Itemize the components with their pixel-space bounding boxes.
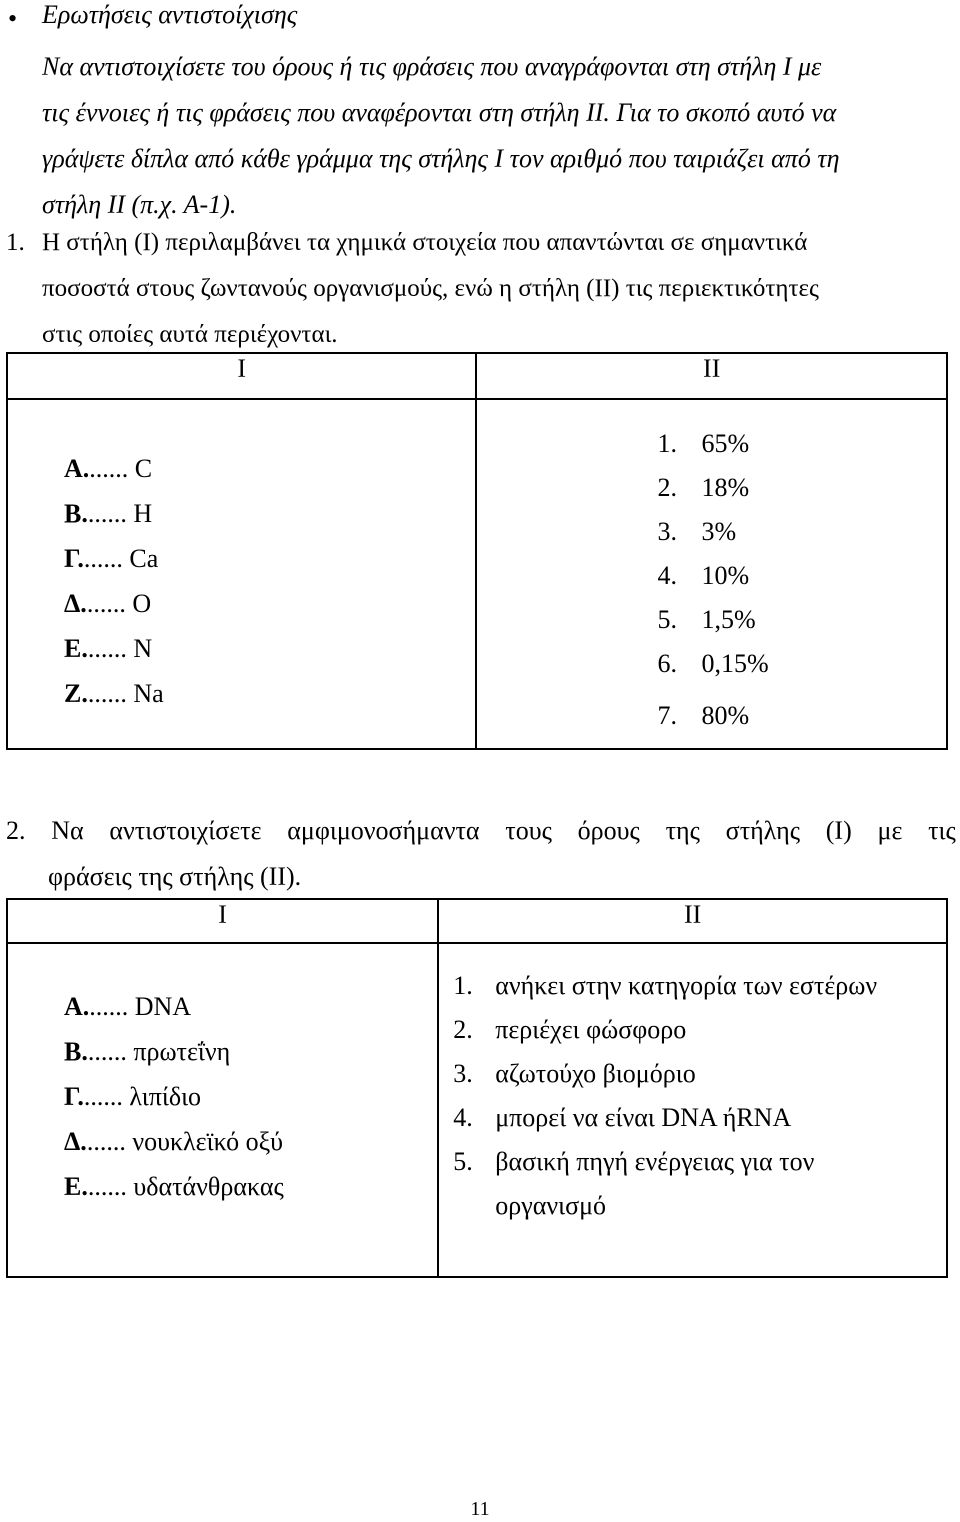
question-number: 1.	[6, 229, 25, 256]
column-header-i: Ι	[7, 353, 476, 399]
list-item: Α....... DNA	[64, 992, 192, 1021]
list-item: Ζ....... Na	[64, 679, 164, 708]
list-item: 3. αζωτούχο βιομόριο	[453, 1059, 696, 1088]
list-item: 1. 65%	[657, 429, 750, 458]
list-item: 4. 10%	[657, 561, 750, 590]
question-2	[6, 808, 956, 900]
list-item: 1. ανήκει στην κατηγορία των εστέρων	[453, 971, 878, 1000]
list-item: Β....... πρωτεΐνη	[64, 1037, 231, 1066]
list-item: 3. 3%	[657, 517, 737, 546]
list-item: Β....... H	[64, 499, 153, 528]
intro-line: τις έννοιες ή τις φράσεις που αναφέρονται στη στήλη ΙΙ. Για το σκοπό αυτό να	[42, 98, 837, 127]
list-item: 2. περιέχει φώσφορο	[453, 1015, 687, 1044]
column-ii-cell	[438, 943, 947, 1277]
column-header-ii: ΙΙ	[438, 899, 947, 943]
question-text: στις οποίες αυτά περιέχονται.	[42, 321, 338, 348]
list-item: Γ....... Ca	[64, 544, 159, 573]
list-item: οργανισμό	[495, 1191, 607, 1220]
matching-table-1	[6, 352, 948, 750]
list-item: 2. 18%	[657, 473, 750, 502]
list-item: 4. μπορεί να είναι DNA ήRNA	[453, 1103, 792, 1132]
column-header-i: Ι	[7, 899, 438, 943]
intro-paragraph	[42, 44, 954, 228]
question-text: ποσοστά στους ζωντανούς οργανισμούς, ενώ η στήλη (ΙΙ) τις περιεκτικότητες	[42, 275, 819, 302]
bullet-icon: •	[8, 4, 18, 33]
question-text: Η στήλη (Ι) περιλαμβάνει τα χημικά στοιχεία που απαντώνται σε σημαντικά	[42, 229, 808, 256]
column-ii-cell	[476, 399, 947, 749]
page-number: 11	[470, 1498, 490, 1520]
list-item: 6. 0,15%	[657, 649, 769, 678]
column-i-cell	[7, 399, 476, 749]
column-i-cell	[7, 943, 438, 1277]
list-item: Δ....... νουκλεϊκό οξύ	[64, 1127, 284, 1156]
question-1	[6, 220, 956, 358]
list-item: 7. 80%	[657, 701, 750, 730]
question-text: φράσεις της στήλης (ΙΙ).	[48, 862, 302, 891]
matching-table-2	[6, 898, 948, 1278]
list-item: Ε....... υδατάνθρακας	[64, 1172, 284, 1201]
section-heading: Ερωτήσεις αντιστοίχισης	[42, 0, 298, 29]
list-item: Ε....... N	[64, 634, 153, 663]
intro-line: στήλη ΙΙ (π.χ. Α-1).	[42, 190, 237, 219]
list-item: 5. 1,5%	[657, 605, 756, 634]
list-item: Γ....... λιπίδιο	[64, 1082, 202, 1111]
list-item: Δ....... O	[64, 589, 152, 618]
intro-line: γράψετε δίπλα από κάθε γράμμα της στήλης Ι τον αριθμό που ταιριάζει από τη	[42, 144, 840, 173]
question-text: 2. Να αντιστοιχίσετε αμφιμονοσήμαντα τους όρους της στήλης (Ι) με τις	[6, 816, 956, 845]
intro-line: Να αντιστοιχίσετε του όρους ή τις φράσεις που αναγράφονται στη στήλη Ι με	[42, 52, 822, 81]
list-item: Α....... C	[64, 454, 153, 483]
column-header-ii: ΙΙ	[476, 353, 947, 399]
list-item: 5. βασική πηγή ενέργειας για τον	[453, 1147, 815, 1176]
